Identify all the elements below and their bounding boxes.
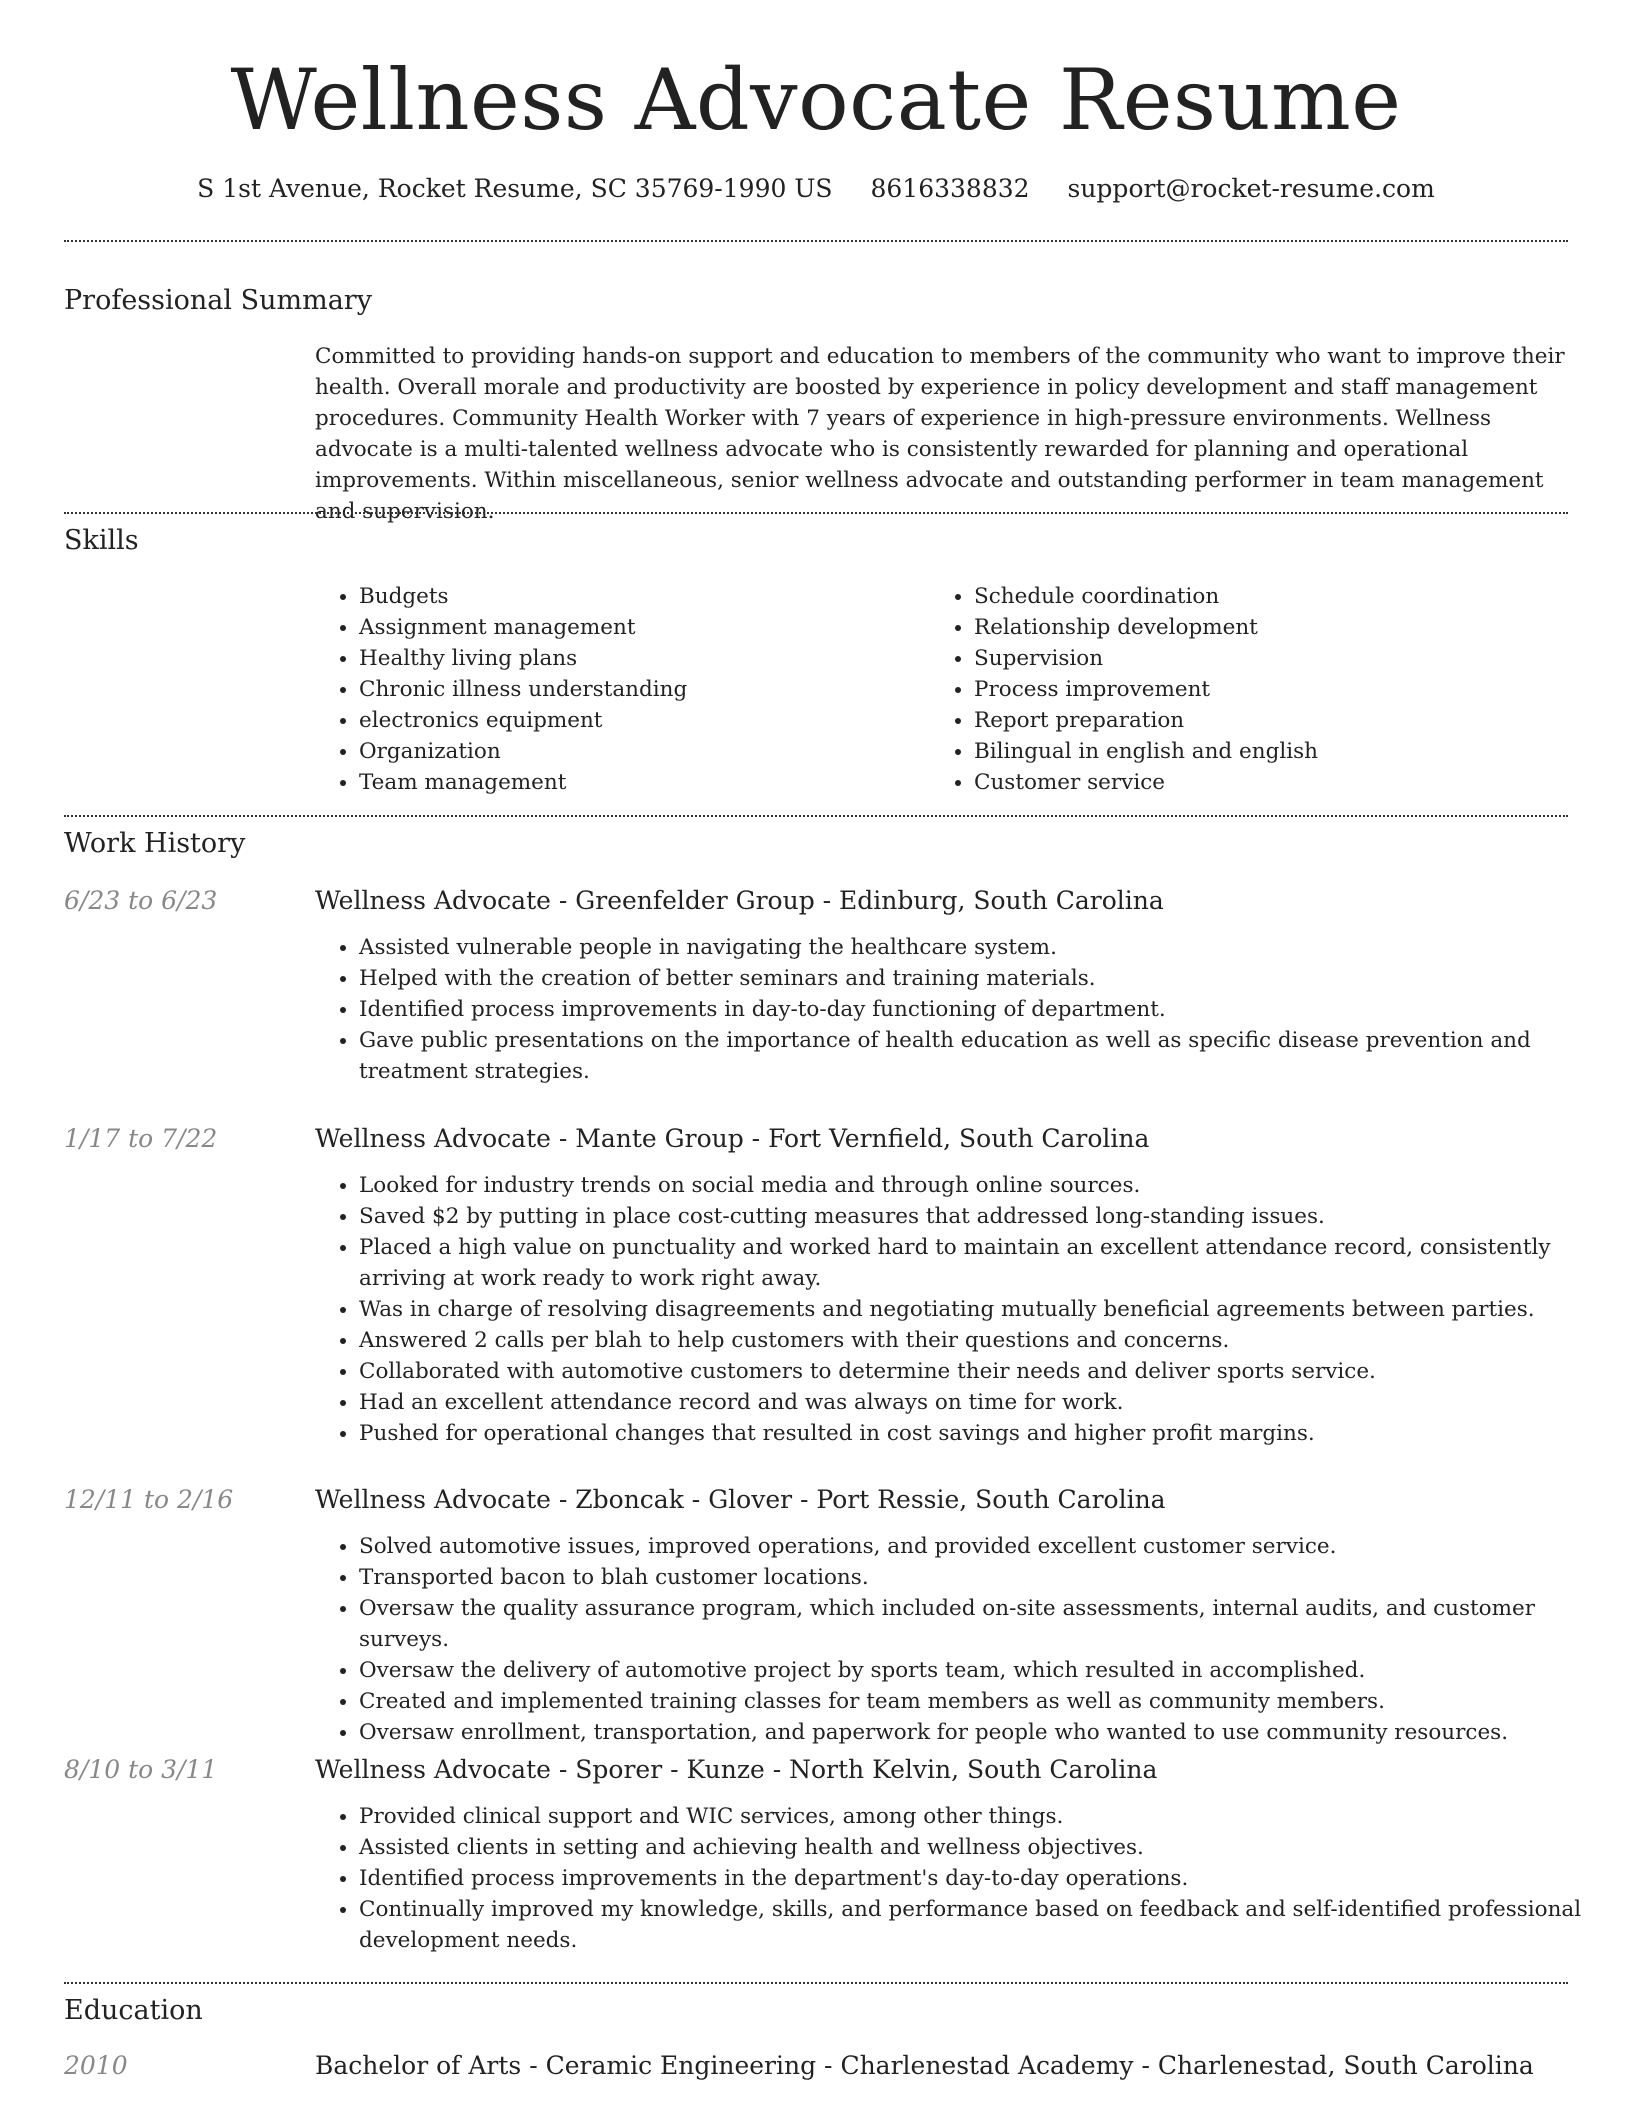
work-history-heading: Work History: [64, 828, 246, 859]
job-bullet: • Assisted clients in setting and achieving health and wellness objectives.: [359, 1832, 1617, 1863]
job-date: 8/10 to 3/11: [64, 1755, 218, 1784]
skill-item: • Schedule coordination: [974, 581, 1534, 612]
education-heading: Education: [64, 1995, 203, 2026]
skill-item: • electronics equipment: [359, 705, 919, 736]
divider-skills: [64, 815, 1568, 817]
job-title: Wellness Advocate - Mante Group - Fort Vernfield, South Carolina: [315, 1124, 1150, 1153]
job-date: 1/17 to 7/22: [64, 1124, 218, 1153]
job-date: 12/11 to 2/16: [64, 1485, 234, 1514]
job-bullet: • Placed a high value on punctuality and worked hard to maintain an excellent attendance record, consistently arriving at work ready to work right away.: [359, 1232, 1617, 1294]
job-title: Wellness Advocate - Zboncak - Glover - Port Ressie, South Carolina: [315, 1485, 1166, 1514]
skills-list-left: [315, 581, 919, 798]
skills-list-right: [930, 581, 1534, 798]
job-bullet: • Continually improved my knowledge, skills, and performance based on feedback and self-identified professional development needs.: [359, 1894, 1617, 1956]
divider-work: [64, 1982, 1568, 1984]
job-bullet: • Identified process improvements in the department's day-to-day operations.: [359, 1863, 1617, 1894]
job-bullet: • Saved $2 by putting in place cost-cutting measures that addressed long-standing issues.: [359, 1201, 1617, 1232]
education-title: Bachelor of Arts - Ceramic Engineering - Charlenestad Academy - Charlenestad, South Carolina: [315, 2051, 1534, 2080]
job-title: Wellness Advocate - Greenfelder Group - Edinburg, South Carolina: [315, 886, 1164, 915]
job-bullet: • Gave public presentations on the importance of health education as well as specific disease prevention and treatment strategies.: [359, 1025, 1617, 1087]
job-bullet: • Collaborated with automotive customers to determine their needs and deliver sports service.: [359, 1356, 1617, 1387]
resume-title: Wellness Advocate Resume: [230, 51, 1402, 149]
skill-item: • Team management: [359, 767, 919, 798]
job-bullets: [315, 1170, 1617, 1449]
address-text: S 1st Avenue, Rocket Resume, SC 35769-1990 US: [197, 174, 833, 203]
skill-item: • Bilingual in english and english: [974, 736, 1534, 767]
skill-item: • Relationship development: [974, 612, 1534, 643]
skill-item: • Organization: [359, 736, 919, 767]
job-date: 6/23 to 6/23: [64, 886, 218, 915]
education-date: 2010: [64, 2051, 128, 2080]
job-bullet: • Oversaw enrollment, transportation, and paperwork for people who wanted to use community resources.: [359, 1717, 1617, 1748]
job-bullet: • Created and implemented training classes for team members as well as community members.: [359, 1686, 1617, 1717]
job-bullet: • Had an excellent attendance record and was always on time for work.: [359, 1387, 1617, 1418]
skill-item: • Process improvement: [974, 674, 1534, 705]
job-title: Wellness Advocate - Sporer - Kunze - North Kelvin, South Carolina: [315, 1755, 1158, 1784]
job-bullet: • Identified process improvements in day-to-day functioning of department.: [359, 994, 1617, 1025]
skill-item: • Supervision: [974, 643, 1534, 674]
job-bullets: [315, 1801, 1617, 1956]
skill-item: • Budgets: [359, 581, 919, 612]
skill-item: • Report preparation: [974, 705, 1534, 736]
skill-item: • Customer service: [974, 767, 1534, 798]
summary-text: Committed to providing hands-on support and education to members of the community who want to improve their health. Overall morale and productivity are boosted by experience in policy development and staff management procedures. Community Health Worker with 7 years of experience in high-pressure environments. Wellness advocate is a multi-talented wellness advocate who is consistently rewarded for planning and operational improvements. Within miscellaneous, senior wellness advocate and outstanding performer in team management and supervision.: [315, 344, 1565, 524]
job-bullet: • Oversaw the delivery of automotive project by sports team, which resulted in accomplished.: [359, 1655, 1617, 1686]
job-bullet: • Pushed for operational changes that resulted in cost savings and higher profit margins.: [359, 1418, 1617, 1449]
skills-heading: Skills: [64, 525, 139, 556]
divider-summary: [64, 512, 1568, 514]
skill-item: • Healthy living plans: [359, 643, 919, 674]
phone-text: 8616338832: [870, 174, 1030, 203]
job-bullet: • Solved automotive issues, improved operations, and provided excellent customer service.: [359, 1531, 1617, 1562]
summary-heading: Professional Summary: [64, 285, 372, 316]
contact-line: [0, 172, 1632, 206]
job-bullet: • Transported bacon to blah customer locations.: [359, 1562, 1617, 1593]
job-bullet: • Oversaw the quality assurance program, which included on-site assessments, internal audits, and customer surveys.: [359, 1593, 1617, 1655]
job-bullets: [315, 1531, 1617, 1748]
job-bullet: • Looked for industry trends on social media and through online sources.: [359, 1170, 1617, 1201]
job-bullet: • Helped with the creation of better seminars and training materials.: [359, 963, 1617, 994]
skill-item: • Assignment management: [359, 612, 919, 643]
job-bullet: • Assisted vulnerable people in navigating the healthcare system.: [359, 932, 1617, 963]
divider-header: [64, 240, 1568, 242]
job-bullet: • Answered 2 calls per blah to help customers with their questions and concerns.: [359, 1325, 1617, 1356]
job-bullet: • Provided clinical support and WIC services, among other things.: [359, 1801, 1617, 1832]
email-text: support@rocket-resume.com: [1067, 174, 1435, 203]
job-bullets: [315, 932, 1617, 1087]
skill-item: • Chronic illness understanding: [359, 674, 919, 705]
job-bullet: • Was in charge of resolving disagreements and negotiating mutually beneficial agreements between parties.: [359, 1294, 1617, 1325]
